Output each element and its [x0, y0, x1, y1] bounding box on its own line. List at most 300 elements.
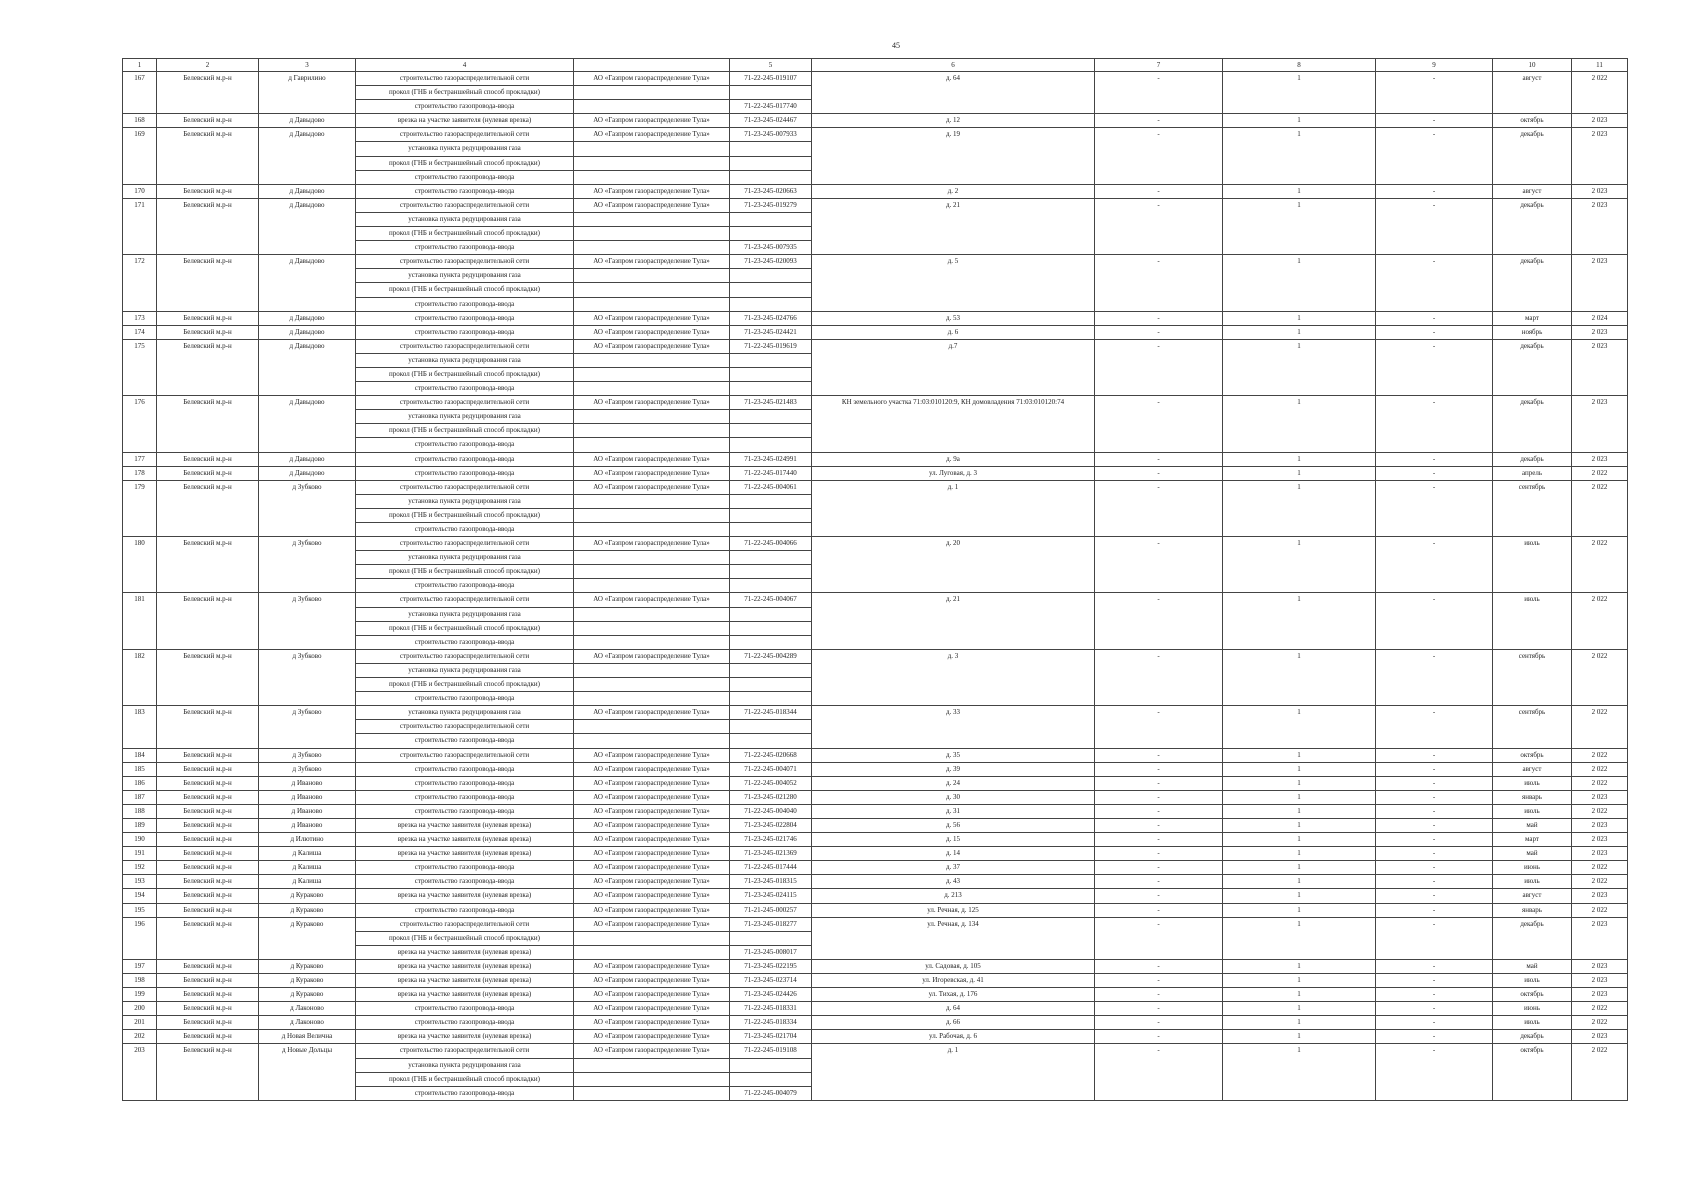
year-cell: 2 022: [1572, 480, 1628, 536]
month-cell: сентябрь: [1493, 649, 1572, 705]
month-cell: июль: [1493, 804, 1572, 818]
row-number: 177: [123, 452, 157, 466]
village-cell: д Зубково: [259, 593, 356, 649]
organization-cell: АО «Газпром газораспределение Тула»: [574, 649, 730, 663]
district-cell: Белевский м.р-н: [157, 889, 259, 903]
application-code-cell: 71-22-245-019108: [730, 1044, 812, 1058]
work-type-cell: установка пункта редуцирования газа: [356, 551, 574, 565]
col8-cell: -: [1095, 311, 1223, 325]
work-type-cell: строительство газопровода-ввода: [356, 692, 574, 706]
application-code-cell: [730, 269, 812, 283]
district-cell: Белевский м.р-н: [157, 311, 259, 325]
col8-cell: -: [1095, 184, 1223, 198]
organization-cell: [574, 494, 730, 508]
application-code-cell: [730, 283, 812, 297]
col8-cell: -: [1095, 339, 1223, 395]
col10-cell: -: [1376, 1016, 1493, 1030]
organization-cell: [574, 297, 730, 311]
col9-cell: 1: [1223, 184, 1376, 198]
work-type-cell: строительство газораспределительной сети: [356, 128, 574, 142]
address-cell: д. 20: [812, 537, 1095, 593]
year-cell: 2 023: [1572, 255, 1628, 311]
month-cell: март: [1493, 833, 1572, 847]
organization-cell: [574, 720, 730, 734]
address-cell: д. 12: [812, 114, 1095, 128]
organization-cell: [574, 565, 730, 579]
month-cell: декабрь: [1493, 1030, 1572, 1044]
month-cell: январь: [1493, 903, 1572, 917]
organization-cell: АО «Газпром газораспределение Тула»: [574, 974, 730, 988]
col10-cell: -: [1376, 889, 1493, 903]
district-cell: Белевский м.р-н: [157, 861, 259, 875]
row-number: 195: [123, 903, 157, 917]
work-type-cell: установка пункта редуцирования газа: [356, 494, 574, 508]
year-cell: 2 023: [1572, 128, 1628, 184]
table-row: [123, 593, 1628, 607]
month-cell: май: [1493, 818, 1572, 832]
column-header: 2: [157, 59, 259, 72]
application-code-cell: [730, 621, 812, 635]
organization-cell: [574, 100, 730, 114]
work-type-cell: установка пункта редуцирования газа: [356, 410, 574, 424]
work-type-cell: строительство газопровода-ввода: [356, 635, 574, 649]
application-code-cell: [730, 720, 812, 734]
organization-cell: [574, 931, 730, 945]
address-cell: ул. Речная, д. 134: [812, 917, 1095, 959]
row-number: 185: [123, 762, 157, 776]
col8-cell: -: [1095, 974, 1223, 988]
village-cell: д Кураково: [259, 988, 356, 1002]
month-cell: январь: [1493, 790, 1572, 804]
month-cell: март: [1493, 311, 1572, 325]
col10-cell: -: [1376, 959, 1493, 973]
table-row: [123, 325, 1628, 339]
village-cell: д Илютино: [259, 833, 356, 847]
year-cell: 2 023: [1572, 198, 1628, 254]
organization-cell: АО «Газпром газораспределение Тула»: [574, 917, 730, 931]
district-cell: Белевский м.р-н: [157, 593, 259, 649]
work-type-cell: строительство газораспределительной сети: [356, 255, 574, 269]
address-cell: д. 31: [812, 804, 1095, 818]
col8-cell: -: [1095, 889, 1223, 903]
table-row: [123, 452, 1628, 466]
work-type-cell: строительство газопровода-ввода: [356, 170, 574, 184]
application-code-cell: [730, 565, 812, 579]
work-type-cell: строительство газораспределительной сети: [356, 720, 574, 734]
year-cell: 2 022: [1572, 1002, 1628, 1016]
district-cell: Белевский м.р-н: [157, 649, 259, 705]
table-row: [123, 917, 1628, 931]
village-cell: д Новая Велична: [259, 1030, 356, 1044]
col8-cell: -: [1095, 1030, 1223, 1044]
month-cell: декабрь: [1493, 339, 1572, 395]
application-code-cell: 71-23-245-007935: [730, 241, 812, 255]
work-type-cell: строительство газораспределительной сети: [356, 593, 574, 607]
application-code-cell: 71-22-245-004052: [730, 776, 812, 790]
work-type-cell: строительство газопровода-ввода: [356, 776, 574, 790]
organization-cell: АО «Газпром газораспределение Тула»: [574, 776, 730, 790]
district-cell: Белевский м.р-н: [157, 198, 259, 254]
work-type-cell: врезка на участке заявителя (нулевая врезка): [356, 847, 574, 861]
address-cell: д. 1: [812, 480, 1095, 536]
row-number: 203: [123, 1044, 157, 1100]
address-cell: ул. Садовая, д. 105: [812, 959, 1095, 973]
row-number: 196: [123, 917, 157, 959]
address-cell: д. 6: [812, 325, 1095, 339]
application-code-cell: [730, 212, 812, 226]
col9-cell: 1: [1223, 959, 1376, 973]
application-code-cell: 71-22-245-004061: [730, 480, 812, 494]
col9-cell: 1: [1223, 903, 1376, 917]
district-cell: Белевский м.р-н: [157, 1044, 259, 1100]
organization-cell: [574, 353, 730, 367]
organization-cell: [574, 734, 730, 748]
application-code-cell: 71-22-245-004079: [730, 1086, 812, 1100]
col10-cell: -: [1376, 706, 1493, 748]
application-code-cell: [730, 367, 812, 381]
address-cell: д. 2: [812, 184, 1095, 198]
year-cell: 2 022: [1572, 903, 1628, 917]
column-header: 5: [730, 59, 812, 72]
year-cell: 2 023: [1572, 325, 1628, 339]
work-type-cell: строительство газопровода-ввода: [356, 579, 574, 593]
district-cell: Белевский м.р-н: [157, 875, 259, 889]
work-type-cell: прокол (ГНБ и бестраншейный способ прокладки): [356, 621, 574, 635]
application-code-cell: 71-22-245-004040: [730, 804, 812, 818]
district-cell: Белевский м.р-н: [157, 818, 259, 832]
col8-cell: -: [1095, 776, 1223, 790]
year-cell: 2 023: [1572, 114, 1628, 128]
organization-cell: АО «Газпром газораспределение Тула»: [574, 452, 730, 466]
col10-cell: -: [1376, 988, 1493, 1002]
work-type-cell: прокол (ГНБ и бестраншейный способ прокладки): [356, 931, 574, 945]
month-cell: июль: [1493, 776, 1572, 790]
table-row: [123, 861, 1628, 875]
address-cell: д. 39: [812, 762, 1095, 776]
col8-cell: -: [1095, 480, 1223, 536]
village-cell: д Зубково: [259, 706, 356, 748]
col10-cell: -: [1376, 325, 1493, 339]
district-cell: Белевский м.р-н: [157, 339, 259, 395]
village-cell: д Зубково: [259, 537, 356, 593]
year-cell: 2 023: [1572, 452, 1628, 466]
table-row: [123, 396, 1628, 410]
work-type-cell: строительство газораспределительной сети: [356, 917, 574, 931]
month-cell: август: [1493, 762, 1572, 776]
column-header: 7: [1095, 59, 1223, 72]
column-header: 9: [1376, 59, 1493, 72]
organization-cell: [574, 635, 730, 649]
col10-cell: -: [1376, 833, 1493, 847]
organization-cell: [574, 523, 730, 537]
col10-cell: -: [1376, 762, 1493, 776]
col8-cell: -: [1095, 818, 1223, 832]
col8-cell: -: [1095, 1002, 1223, 1016]
row-number: 192: [123, 861, 157, 875]
application-code-cell: [730, 410, 812, 424]
village-cell: д Кураково: [259, 903, 356, 917]
row-number: 178: [123, 466, 157, 480]
organization-cell: АО «Газпром газораспределение Тула»: [574, 889, 730, 903]
col10-cell: -: [1376, 974, 1493, 988]
district-cell: Белевский м.р-н: [157, 762, 259, 776]
application-code-cell: [730, 1058, 812, 1072]
year-cell: 2 022: [1572, 776, 1628, 790]
col10-cell: -: [1376, 396, 1493, 452]
work-type-cell: строительство газопровода-ввода: [356, 523, 574, 537]
month-cell: апрель: [1493, 466, 1572, 480]
application-code-cell: [730, 438, 812, 452]
col8-cell: -: [1095, 537, 1223, 593]
col8-cell: -: [1095, 917, 1223, 959]
organization-cell: АО «Газпром газораспределение Тула»: [574, 790, 730, 804]
organization-cell: [574, 663, 730, 677]
month-cell: декабрь: [1493, 198, 1572, 254]
application-code-cell: 71-23-245-019279: [730, 198, 812, 212]
row-number: 180: [123, 537, 157, 593]
work-type-cell: врезка на участке заявителя (нулевая врезка): [356, 1030, 574, 1044]
row-number: 182: [123, 649, 157, 705]
col8-cell: -: [1095, 861, 1223, 875]
col8-cell: -: [1095, 325, 1223, 339]
row-number: 190: [123, 833, 157, 847]
application-code-cell: [730, 523, 812, 537]
col9-cell: 1: [1223, 396, 1376, 452]
col9-cell: 1: [1223, 988, 1376, 1002]
village-cell: д Давыдово: [259, 114, 356, 128]
work-type-cell: строительство газопровода-ввода: [356, 1016, 574, 1030]
column-header: 3: [259, 59, 356, 72]
row-number: 202: [123, 1030, 157, 1044]
district-cell: Белевский м.р-н: [157, 959, 259, 973]
table-row: [123, 748, 1628, 762]
table-row: [123, 466, 1628, 480]
organization-cell: [574, 1086, 730, 1100]
row-number: 191: [123, 847, 157, 861]
application-code-cell: 71-22-245-018334: [730, 1016, 812, 1030]
application-code-cell: 71-22-245-004289: [730, 649, 812, 663]
column-header: 4: [356, 59, 574, 72]
table-row: [123, 762, 1628, 776]
village-cell: д Давыдово: [259, 184, 356, 198]
col8-cell: -: [1095, 903, 1223, 917]
col8-cell: -: [1095, 762, 1223, 776]
address-cell: д. 1: [812, 1044, 1095, 1100]
application-code-cell: 71-22-245-019107: [730, 72, 812, 86]
col9-cell: 1: [1223, 649, 1376, 705]
village-cell: д Кураково: [259, 959, 356, 973]
month-cell: июль: [1493, 537, 1572, 593]
col10-cell: -: [1376, 452, 1493, 466]
address-cell: д. 56: [812, 818, 1095, 832]
month-cell: октябрь: [1493, 988, 1572, 1002]
col8-cell: -: [1095, 452, 1223, 466]
address-cell: д. 37: [812, 861, 1095, 875]
col10-cell: -: [1376, 72, 1493, 114]
month-cell: август: [1493, 184, 1572, 198]
address-cell: КН земельного участка 71:03:010120:9, КН домовладения 71:03:010120:74: [812, 396, 1095, 452]
row-number: 198: [123, 974, 157, 988]
work-type-cell: врезка на участке заявителя (нулевая врезка): [356, 974, 574, 988]
row-number: 173: [123, 311, 157, 325]
row-number: 168: [123, 114, 157, 128]
work-type-cell: строительство газопровода-ввода: [356, 861, 574, 875]
organization-cell: [574, 945, 730, 959]
organization-cell: АО «Газпром газораспределение Тула»: [574, 396, 730, 410]
village-cell: д Лаконово: [259, 1016, 356, 1030]
village-cell: д Иваново: [259, 776, 356, 790]
village-cell: д Калиша: [259, 861, 356, 875]
village-cell: д Иваново: [259, 790, 356, 804]
table-row: [123, 1044, 1628, 1058]
application-code-cell: 71-23-245-008017: [730, 945, 812, 959]
organization-cell: АО «Газпром газораспределение Тула»: [574, 804, 730, 818]
row-number: 184: [123, 748, 157, 762]
application-code-cell: [730, 692, 812, 706]
row-number: 201: [123, 1016, 157, 1030]
village-cell: д Зубково: [259, 480, 356, 536]
work-type-cell: строительство газопровода-ввода: [356, 297, 574, 311]
work-type-cell: строительство газопровода-ввода: [356, 438, 574, 452]
month-cell: декабрь: [1493, 396, 1572, 452]
application-code-cell: [730, 494, 812, 508]
district-cell: Белевский м.р-н: [157, 776, 259, 790]
district-cell: Белевский м.р-н: [157, 466, 259, 480]
application-code-cell: 71-22-245-018344: [730, 706, 812, 720]
application-code-cell: 71-23-245-023714: [730, 974, 812, 988]
month-cell: декабрь: [1493, 128, 1572, 184]
application-code-cell: 71-22-245-017740: [730, 100, 812, 114]
work-type-cell: строительство газопровода-ввода: [356, 184, 574, 198]
col10-cell: -: [1376, 480, 1493, 536]
application-code-cell: 71-22-245-004067: [730, 593, 812, 607]
col8-cell: -: [1095, 1016, 1223, 1030]
work-type-cell: прокол (ГНБ и бестраншейный способ прокладки): [356, 565, 574, 579]
organization-cell: АО «Газпром газораспределение Тула»: [574, 311, 730, 325]
work-type-cell: врезка на участке заявителя (нулевая врезка): [356, 959, 574, 973]
work-type-cell: врезка на участке заявителя (нулевая врезка): [356, 945, 574, 959]
work-type-cell: строительство газопровода-ввода: [356, 100, 574, 114]
district-cell: Белевский м.р-н: [157, 974, 259, 988]
table-row: [123, 480, 1628, 494]
work-type-cell: прокол (ГНБ и бестраншейный способ прокладки): [356, 86, 574, 100]
col10-cell: -: [1376, 903, 1493, 917]
district-cell: Белевский м.р-н: [157, 917, 259, 959]
organization-cell: АО «Газпром газораспределение Тула»: [574, 198, 730, 212]
application-code-cell: 71-23-245-018277: [730, 917, 812, 931]
table-row: [123, 790, 1628, 804]
row-number: 199: [123, 988, 157, 1002]
work-type-cell: строительство газораспределительной сети: [356, 339, 574, 353]
work-type-cell: строительство газораспределительной сети: [356, 198, 574, 212]
address-cell: д. 9а: [812, 452, 1095, 466]
work-type-cell: врезка на участке заявителя (нулевая врезка): [356, 988, 574, 1002]
col9-cell: 1: [1223, 1002, 1376, 1016]
organization-cell: [574, 212, 730, 226]
application-code-cell: 71-22-245-018331: [730, 1002, 812, 1016]
district-cell: Белевский м.р-н: [157, 847, 259, 861]
col10-cell: -: [1376, 466, 1493, 480]
year-cell: 2 023: [1572, 1030, 1628, 1044]
work-type-cell: прокол (ГНБ и бестраншейный способ прокладки): [356, 283, 574, 297]
application-code-cell: [730, 382, 812, 396]
address-cell: д. 5: [812, 255, 1095, 311]
table-row: [123, 818, 1628, 832]
table-row: [123, 988, 1628, 1002]
organization-cell: АО «Газпром газораспределение Тула»: [574, 114, 730, 128]
month-cell: июль: [1493, 593, 1572, 649]
application-code-cell: 71-23-245-024421: [730, 325, 812, 339]
address-cell: ул. Речная, д. 125: [812, 903, 1095, 917]
village-cell: д Давыдово: [259, 255, 356, 311]
district-cell: Белевский м.р-н: [157, 184, 259, 198]
year-cell: 2 022: [1572, 762, 1628, 776]
col9-cell: 1: [1223, 311, 1376, 325]
work-type-cell: установка пункта редуцирования газа: [356, 212, 574, 226]
year-cell: 2 023: [1572, 889, 1628, 903]
organization-cell: АО «Газпром газораспределение Тула»: [574, 903, 730, 917]
year-cell: 2 022: [1572, 593, 1628, 649]
col9-cell: 1: [1223, 114, 1376, 128]
organization-cell: АО «Газпром газораспределение Тула»: [574, 255, 730, 269]
application-code-cell: 71-23-245-024115: [730, 889, 812, 903]
organization-cell: АО «Газпром газораспределение Тула»: [574, 184, 730, 198]
district-cell: Белевский м.р-н: [157, 706, 259, 748]
application-code-cell: 71-23-245-018315: [730, 875, 812, 889]
year-cell: 2 022: [1572, 748, 1628, 762]
work-type-cell: врезка на участке заявителя (нулевая врезка): [356, 818, 574, 832]
organization-cell: АО «Газпром газораспределение Тула»: [574, 988, 730, 1002]
application-code-cell: [730, 297, 812, 311]
organization-cell: [574, 678, 730, 692]
application-code-cell: 71-23-245-024467: [730, 114, 812, 128]
organization-cell: [574, 367, 730, 381]
column-header: 11: [1572, 59, 1628, 72]
work-type-cell: строительство газопровода-ввода: [356, 325, 574, 339]
table-row: [123, 311, 1628, 325]
organization-cell: АО «Газпром газораспределение Тула»: [574, 748, 730, 762]
year-cell: 2 022: [1572, 861, 1628, 875]
col9-cell: 1: [1223, 762, 1376, 776]
data-table: [122, 58, 1628, 1101]
col10-cell: -: [1376, 748, 1493, 762]
col8-cell: -: [1095, 72, 1223, 114]
address-cell: ул. Луговая, д. 3: [812, 466, 1095, 480]
row-number: 193: [123, 875, 157, 889]
year-cell: 2 022: [1572, 706, 1628, 748]
col10-cell: -: [1376, 875, 1493, 889]
organization-cell: АО «Газпром газораспределение Тула»: [574, 1044, 730, 1058]
work-type-cell: строительство газопровода-ввода: [356, 241, 574, 255]
district-cell: Белевский м.р-н: [157, 128, 259, 184]
address-cell: д. 30: [812, 790, 1095, 804]
col9-cell: 1: [1223, 847, 1376, 861]
col9-cell: 1: [1223, 818, 1376, 832]
application-code-cell: 71-22-245-017444: [730, 861, 812, 875]
district-cell: Белевский м.р-н: [157, 255, 259, 311]
application-code-cell: 71-23-245-024991: [730, 452, 812, 466]
column-header: [574, 59, 730, 72]
year-cell: 2 022: [1572, 466, 1628, 480]
month-cell: июнь: [1493, 861, 1572, 875]
col10-cell: -: [1376, 1030, 1493, 1044]
village-cell: д Давыдово: [259, 396, 356, 452]
table-row: [123, 1030, 1628, 1044]
organization-cell: АО «Газпром газораспределение Тула»: [574, 72, 730, 86]
work-type-cell: установка пункта редуцирования газа: [356, 269, 574, 283]
application-code-cell: 71-23-245-021746: [730, 833, 812, 847]
work-type-cell: строительство газопровода-ввода: [356, 790, 574, 804]
